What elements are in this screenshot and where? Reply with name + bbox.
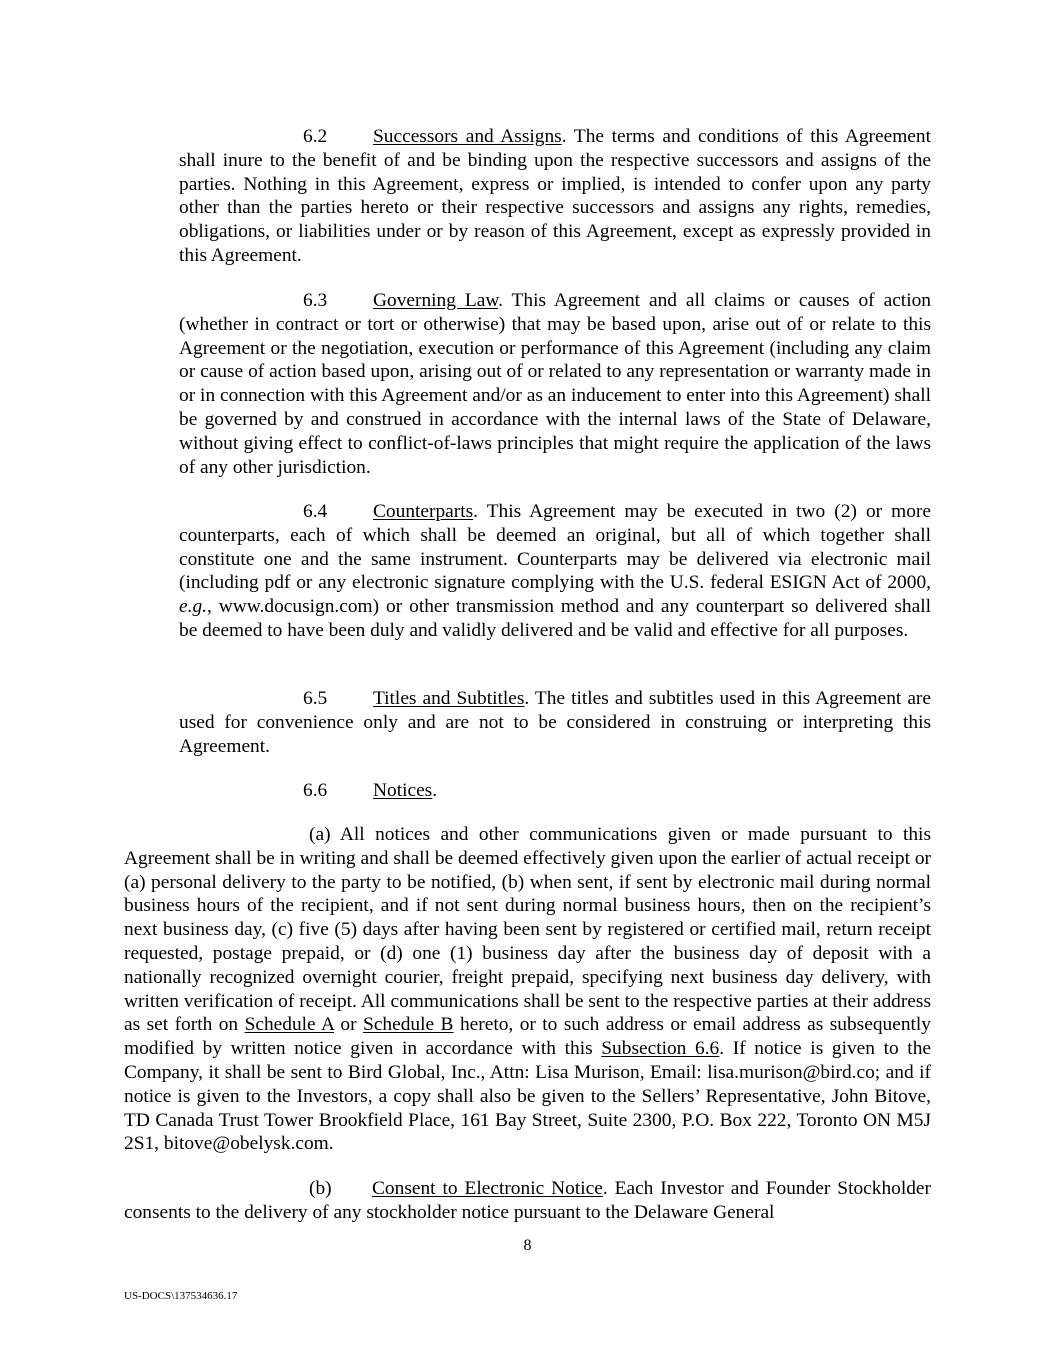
section-body: . This Agreement may be executed in two (2) or more counterparts, each of which shall be deemed an original, but all of which together shall constitute one and the same instrument. Counterparts may be delivered via electronic mail (including pdf or any electronic signature complying with the U.S. federal ESIGN Act of 2000, — [179, 501, 931, 594]
document-id-footer: US-DOCS\137534636.17 — [124, 1290, 238, 1302]
subsection-label: (b) — [309, 1178, 332, 1199]
section-6-3 — [179, 289, 931, 479]
section-title: Governing Law — [373, 290, 499, 311]
section-body-cont: , www.docusign.com) or other transmission method and any counterpart so delivered shall be deemed to have been duly and validly delivered and be valid and effective for all purposes. — [179, 596, 931, 641]
section-body: . The terms and conditions of this Agreement shall inure to the benefit of and be binding upon the respective successors and assigns of the parties. Nothing in this Agreement, express or implied, is intended to confer upon any party other than the parties hereto or their respective successors and assigns any rights, remedies, obligations, or liabilities under or by reason of this Agreement, except as expressly provided in this Agreement. — [179, 126, 931, 266]
section-number: 6.2 — [303, 126, 328, 147]
section-number: 6.6 — [303, 780, 328, 801]
section-title: Titles and Subtitles — [373, 688, 525, 709]
section-number: 6.5 — [303, 688, 328, 709]
section-number: 6.3 — [303, 290, 328, 311]
section-title-period: . — [432, 780, 438, 801]
schedule-b-reference: Schedule B — [363, 1014, 454, 1036]
section-body-italic: e.g. — [179, 596, 207, 618]
section-title: Notices — [373, 780, 433, 801]
section-6-6-a: (a) All notices and other communications given or made pursuant to this Agreement shall be in writing and shall be deemed effectively given upon the earlier of actual receipt or (a) personal delivery to the party to be notified, (b) when sent, if sent by electronic mail during normal business hours of the recipient, and if not sent during normal business hours, then on the recipient’s next business day, (c) five (5) days after having been sent by registered or certified mail, return receipt requested, postage prepaid, or (d) one (1) business day after the business day of deposit with a nationally recognized overnight courier, freight prepaid, specifying next business day delivery, with written verification of receipt. All communications shall be sent to the respective parties at their address as set forth on Schedule A or Schedule B hereto, or to such address or email address as subsequently modified by written notice given in accordance with this Subsection 6.6. If notice is given to the Company, it shall be sent to Bird Global, Inc., Attn: Lisa Murison, Email: lisa.murison@bird.co; and if notice is given to the Investors, a copy shall also be given to the Sellers’ Representative, John Bitove, TD Canada Trust Tower Brookfield Place, 161 Bay Street, Suite 2300, P.O. Box 222, Toronto ON M5J 2S1, bitove@obelysk.com. — [124, 824, 931, 1155]
subsection-body: (a) All notices and other communications given or made pursuant to this Agreement shall be in writing and shall be deemed effectively given upon the earlier of actual receipt or (a) personal delivery to the party to be notified, (b) when sent, if sent by electronic mail during normal business hours of the recipient, and if not sent during normal business hours, then on the recipient’s next business day, (c) five (5) days after having been sent by registered or certified mail, return receipt requested, postage prepaid, or (d) one (1) business day after the business day of deposit with a nationally recognized overnight courier, freight prepaid, specifying next business day delivery, with written verification of receipt. All communications shall be sent to the respective parties at their address as set forth on — [124, 824, 931, 1036]
section-6-4 — [179, 500, 931, 643]
subsection-body: . Each Investor and Founder Stockholder consents to the delivery of any stockholder notice pursuant to the Delaware General — [124, 1178, 931, 1223]
section-body: . The titles and subtitles used in this Agreement are used for convenience only and are not to be considered in construing or interpreting this Agreement. — [179, 688, 931, 757]
subsection-title: Consent to Electronic Notice — [372, 1178, 603, 1199]
section-body: . This Agreement and all claims or causes of action (whether in contract or tort or otherwise) that may be based upon, arise out of or relate to this Agreement or the negotiation, execution or performance of this Agreement (including any claim or cause of action based upon, arising out of or related to any representation or warranty made in or in connection with this Agreement and/or as an inducement to enter into this Agreement) shall be governed by and construed in accordance with the internal laws of the State of Delaware, without giving effect to conflict-of-laws principles that might require the application of the laws of any other jurisdiction. — [179, 290, 931, 478]
page-number: 8 — [523, 1237, 532, 1254]
section-number: 6.4 — [303, 501, 328, 522]
section-6-6 — [179, 779, 931, 803]
section-title: Counterparts — [373, 501, 474, 522]
section-6-5 — [179, 687, 931, 758]
schedule-a-reference: Schedule A — [244, 1014, 334, 1036]
section-6-6-b — [124, 1177, 931, 1225]
section-6-2 — [179, 125, 931, 268]
section-title: Successors and Assigns — [373, 126, 562, 147]
subsection-reference: Subsection 6.6 — [601, 1038, 720, 1060]
